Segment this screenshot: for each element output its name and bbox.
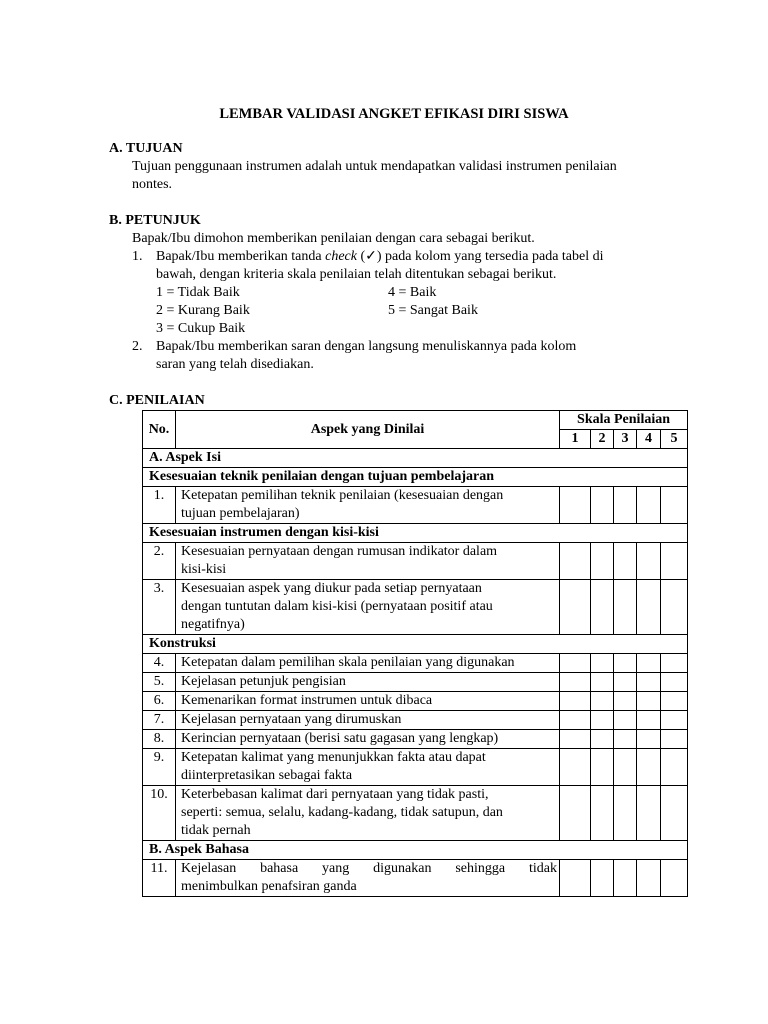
table-row	[143, 673, 688, 692]
instruction-number: 1.	[132, 249, 143, 264]
row-number: 11.	[143, 860, 176, 897]
row-aspect: Kemenarikan format instrumen untuk dibaca	[176, 692, 560, 711]
subgroup-heading: Konstruksi	[143, 635, 688, 654]
score-cell-5[interactable]	[661, 692, 688, 711]
row-number: 7.	[143, 711, 176, 730]
score-cell-1[interactable]	[560, 730, 591, 749]
scale-2-header: 2	[591, 430, 614, 449]
score-cell-5[interactable]	[661, 786, 688, 841]
score-cell-5[interactable]	[661, 543, 688, 580]
row-aspect: Kesesuaian pernyataan dengan rumusan indikator dalam kisi-kisi	[176, 543, 560, 580]
table-row	[143, 487, 688, 524]
section-a-heading: A. TUJUAN	[109, 141, 183, 156]
row-aspect: Ketepatan pemilihan teknik penilaian (kesesuaian dengan tujuan pembelajaran)	[176, 487, 560, 524]
row-number: 3.	[143, 580, 176, 635]
score-cell-4[interactable]	[637, 543, 661, 580]
row-number: 4.	[143, 654, 176, 673]
score-cell-5[interactable]	[661, 749, 688, 786]
table-row	[143, 654, 688, 673]
validation-table	[142, 410, 688, 897]
table-row	[143, 580, 688, 635]
score-cell-2[interactable]	[591, 543, 614, 580]
score-cell-1[interactable]	[560, 580, 591, 635]
scale-1-header: 1	[560, 430, 591, 449]
score-cell-3[interactable]	[614, 580, 637, 635]
score-cell-1[interactable]	[560, 654, 591, 673]
scale-5-header: 5	[661, 430, 688, 449]
table-row	[143, 730, 688, 749]
row-number: 8.	[143, 730, 176, 749]
score-cell-2[interactable]	[591, 654, 614, 673]
table-row	[143, 749, 688, 786]
score-cell-3[interactable]	[614, 749, 637, 786]
score-cell-4[interactable]	[637, 860, 661, 897]
score-cell-3[interactable]	[614, 654, 637, 673]
score-cell-4[interactable]	[637, 580, 661, 635]
section-b-heading: B. PETUNJUK	[109, 213, 201, 228]
score-cell-5[interactable]	[661, 654, 688, 673]
score-cell-4[interactable]	[637, 692, 661, 711]
instruction-line: Bapak/Ibu memberikan saran dengan langsung menuliskannya pada kolom	[156, 339, 577, 354]
table-row	[143, 786, 688, 841]
group-a-heading: A. Aspek Isi	[143, 449, 688, 468]
score-cell-2[interactable]	[591, 786, 614, 841]
score-cell-1[interactable]	[560, 692, 591, 711]
score-cell-1[interactable]	[560, 543, 591, 580]
document-title: LEMBAR VALIDASI ANGKET EFIKASI DIRI SISWA	[219, 106, 569, 122]
score-cell-2[interactable]	[591, 749, 614, 786]
criteria-4: 4 = Baik	[388, 285, 437, 300]
score-cell-4[interactable]	[637, 654, 661, 673]
score-cell-4[interactable]	[637, 673, 661, 692]
row-aspect: Ketepatan kalimat yang menunjukkan fakta atau dapat diinterpretasikan sebagai fakta	[176, 749, 560, 786]
row-aspect: Kesesuaian aspek yang diukur pada setiap pernyataan dengan tuntutan dalam kisi-kisi (pernyataan positif atau negatifnya)	[176, 580, 560, 635]
row-aspect: Kejelasan petunjuk pengisian	[176, 673, 560, 692]
score-cell-3[interactable]	[614, 730, 637, 749]
section-a-text-line2: nontes.	[132, 177, 173, 192]
score-cell-4[interactable]	[637, 749, 661, 786]
row-number: 5.	[143, 673, 176, 692]
instruction-line: saran yang telah disediakan.	[156, 357, 314, 372]
row-number: 6.	[143, 692, 176, 711]
instruction-line: Bapak/Ibu memberikan tanda check (✓) pada kolom yang tersedia pada tabel di	[156, 249, 604, 264]
score-cell-3[interactable]	[614, 487, 637, 524]
score-cell-1[interactable]	[560, 786, 591, 841]
row-number: 1.	[143, 487, 176, 524]
section-b-intro: Bapak/Ibu dimohon memberikan penilaian dengan cara sebagai berikut.	[132, 231, 535, 246]
criteria-5: 5 = Sangat Baik	[388, 303, 478, 318]
row-number: 2.	[143, 543, 176, 580]
score-cell-4[interactable]	[637, 711, 661, 730]
instruction-line: bawah, dengan kriteria skala penilaian telah ditentukan sebagai berikut.	[156, 267, 557, 282]
scale-3-header: 3	[614, 430, 637, 449]
table-row	[143, 860, 688, 897]
score-cell-3[interactable]	[614, 692, 637, 711]
header-aspect: Aspek yang Dinilai	[176, 411, 560, 449]
section-a-text-line1: Tujuan penggunaan instrumen adalah untuk mendapatkan validasi instrumen penilaian	[132, 159, 617, 174]
table-row	[143, 692, 688, 711]
score-cell-4[interactable]	[637, 487, 661, 524]
table-row	[143, 711, 688, 730]
row-aspect: Keterbebasan kalimat dari pernyataan yang tidak pasti, seperti: semua, selalu, kadang-kadang, tidak satupun, dan tidak pernah	[176, 786, 560, 841]
header-scale: Skala Penilaian	[560, 411, 688, 430]
row-aspect: Ketepatan dalam pemilihan skala penilaian yang digunakan	[176, 654, 560, 673]
criteria-2: 2 = Kurang Baik	[156, 303, 250, 318]
criteria-1: 1 = Tidak Baik	[156, 285, 240, 300]
group-b-heading: B. Aspek Bahasa	[143, 841, 688, 860]
score-cell-5[interactable]	[661, 487, 688, 524]
score-cell-2[interactable]	[591, 711, 614, 730]
row-aspect: Kerincian pernyataan (berisi satu gagasan yang lengkap)	[176, 730, 560, 749]
row-number: 10.	[143, 786, 176, 841]
score-cell-1[interactable]	[560, 673, 591, 692]
row-aspect: Kejelasan pernyataan yang dirumuskan	[176, 711, 560, 730]
score-cell-3[interactable]	[614, 543, 637, 580]
criteria-3: 3 = Cukup Baik	[156, 321, 246, 336]
row-aspect: Kejelasan bahasa yang digunakan sehingga tidak menimbulkan penafsiran ganda	[176, 860, 560, 897]
header-no: No.	[143, 411, 176, 449]
table-row	[143, 543, 688, 580]
score-cell-2[interactable]	[591, 860, 614, 897]
section-c-heading: C. PENILAIAN	[109, 393, 205, 408]
score-cell-3[interactable]	[614, 673, 637, 692]
score-cell-5[interactable]	[661, 860, 688, 897]
instruction-number: 2.	[132, 339, 143, 354]
score-cell-5[interactable]	[661, 730, 688, 749]
score-cell-1[interactable]	[560, 711, 591, 730]
subgroup-heading: Kesesuaian teknik penilaian dengan tujuan pembelajaran	[143, 468, 688, 487]
score-cell-5[interactable]	[661, 711, 688, 730]
score-cell-2[interactable]	[591, 673, 614, 692]
scale-4-header: 4	[637, 430, 661, 449]
score-cell-2[interactable]	[591, 580, 614, 635]
score-cell-4[interactable]	[637, 730, 661, 749]
score-cell-2[interactable]	[591, 487, 614, 524]
score-cell-3[interactable]	[614, 860, 637, 897]
row-number: 9.	[143, 749, 176, 786]
subgroup-heading: Kesesuaian instrumen dengan kisi-kisi	[143, 524, 688, 543]
score-cell-2[interactable]	[591, 692, 614, 711]
score-cell-3[interactable]	[614, 786, 637, 841]
score-cell-1[interactable]	[560, 749, 591, 786]
score-cell-5[interactable]	[661, 673, 688, 692]
score-cell-5[interactable]	[661, 580, 688, 635]
score-cell-1[interactable]	[560, 487, 591, 524]
score-cell-3[interactable]	[614, 711, 637, 730]
score-cell-2[interactable]	[591, 730, 614, 749]
score-cell-1[interactable]	[560, 860, 591, 897]
score-cell-4[interactable]	[637, 786, 661, 841]
